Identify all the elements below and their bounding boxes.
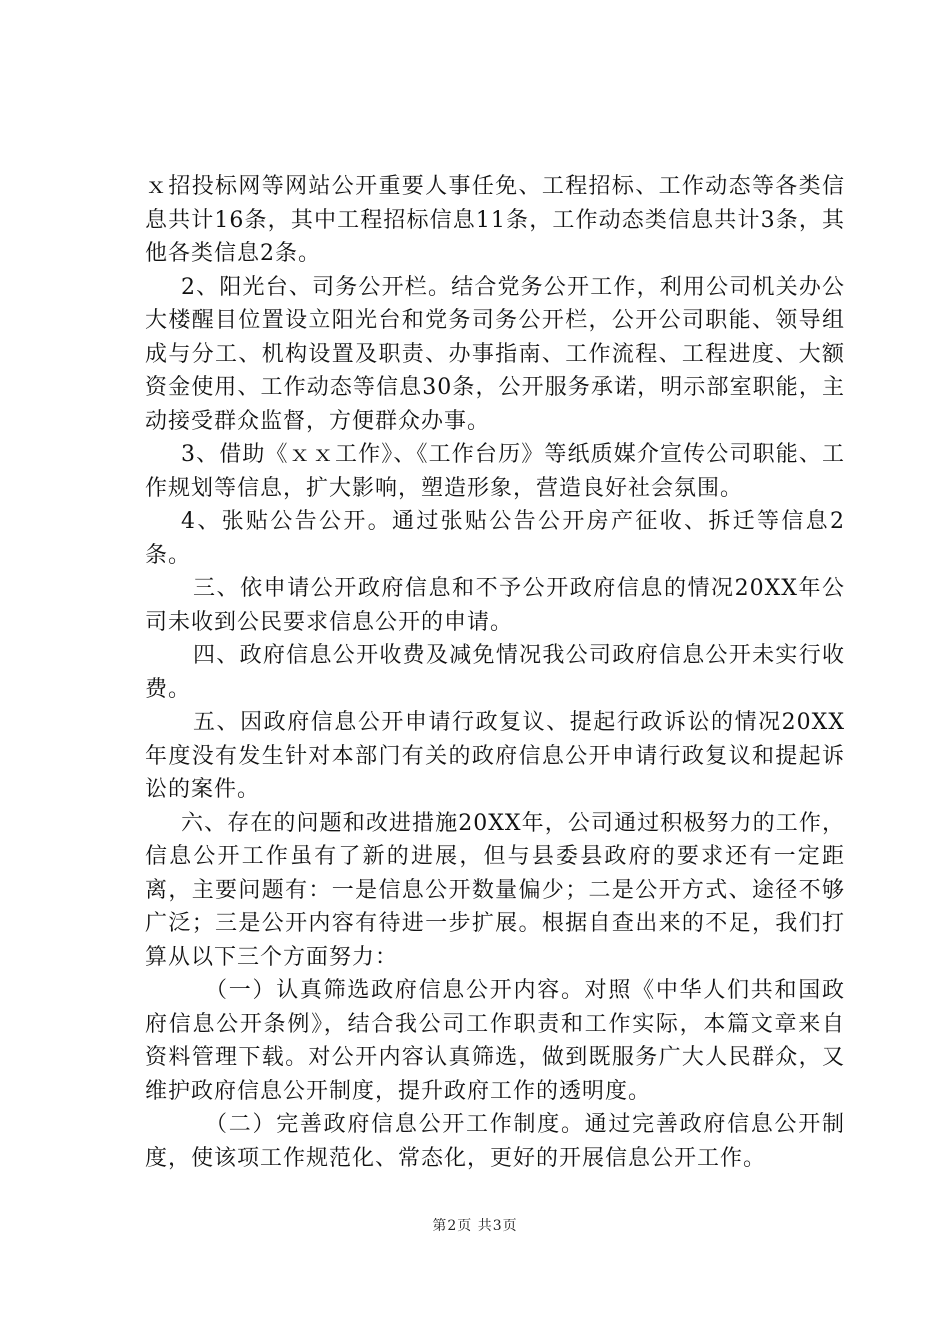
paragraph-section-three: 三、依申请公开政府信息和不予公开政府信息的情况20XX年公司未收到公民要求信息公开的申请。 — [145, 576, 845, 635]
paragraph-section-five: 五、因政府信息公开申请行政复议、提起行政诉讼的情况20XX年度没有发生针对本部门有关的政府信息公开申请行政复议和提起诉讼的案件。 — [145, 710, 845, 802]
paragraph-section-four: 四、政府信息公开收费及减免情况我公司政府信息公开未实行收费。 — [145, 643, 845, 702]
paragraph-online-disclosure-continued: ｘ招投标网等网站公开重要人事任免、工程招标、工作动态等各类信息共计16条，其中工程招标信息11条，工作动态类信息共计3条，其他各类信息2条。 — [145, 174, 845, 266]
page-number-footer: 第2页 共3页 — [432, 1218, 518, 1234]
paragraph-section-six: 六、存在的问题和改进措施20XX年，公司通过积极努力的工作，信息公开工作虽有了新的进展，但与县委县政府的要求还有一定距离，主要问题有：一是信息公开数量偏少；二是公开方式、途径不够广泛；三是公开内容有待进一步扩展。根据自查出来的不足，我们打算从以下三个方面努力： — [145, 810, 845, 970]
document-body — [145, 170, 845, 1175]
paragraph-print-media: 3、借助《ｘｘ工作》、《工作台历》等纸质媒介宣传公司职能、工作规划等信息，扩大影响，塑造形象，营造良好社会氛围。 — [145, 442, 845, 501]
paragraph-notice-posting: 4、张贴公告公开。通过张贴公告公开房产征收、拆迁等信息2条。 — [145, 509, 845, 568]
paragraph-measure-one: （一）认真筛选政府信息公开内容。对照《中华人们共和国政府信息公开条例》，结合我公司工作职责和工作实际，本篇文章来自资料管理下载。对公开内容认真筛选，做到既服务广大人民群众，又维护政府信息公开制度，提升政府工作的透明度。 — [145, 978, 845, 1104]
paragraph-sunshine-board: 2、阳光台、司务公开栏。结合党务公开工作，利用公司机关办公大楼醒目位置设立阳光台和党务司务公开栏，公开公司职能、领导组成与分工、机构设置及职责、办事指南、工作流程、工程进度、大额资金使用、工作动态等信息30条，公开服务承诺，明示部室职能，主动接受群众监督，方便群众办事。 — [145, 274, 845, 434]
paragraph-measure-two: （二）完善政府信息公开工作制度。通过完善政府信息公开制度，使该项工作规范化、常态化，更好的开展信息公开工作。 — [145, 1112, 845, 1171]
